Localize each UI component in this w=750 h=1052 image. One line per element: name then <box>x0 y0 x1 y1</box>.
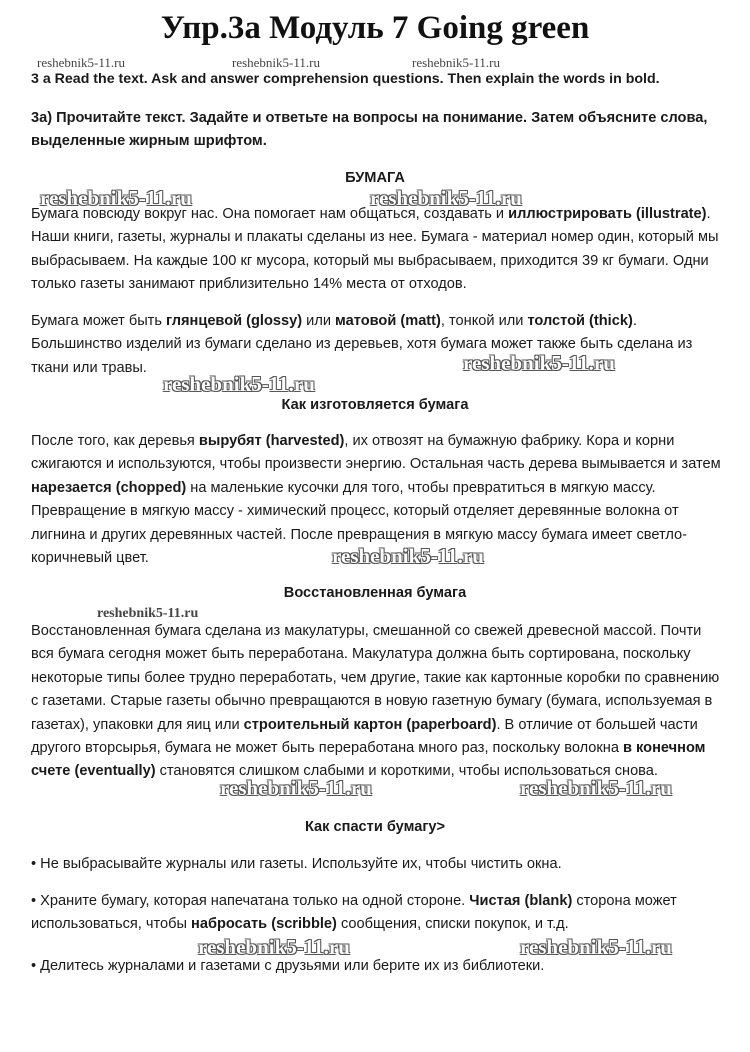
watermark: reshebnik5-11.ru <box>520 776 672 800</box>
paragraph-types: Бумага может быть глянцевой (glossy) или матовой (matt), тонкой или толстой (thick). Большинство изделий из бумаги сделано из деревьев, хотя бумага может также быть сделана из ткани или травы. <box>31 313 693 376</box>
watermark: reshebnik5-11.ru <box>412 55 500 70</box>
page-title: Упр.3a Модуль 7 Going green <box>160 10 590 46</box>
watermark: reshebnik5-11.ru <box>232 55 320 70</box>
list-item: • Храните бумагу, которая напечатана только на одной стороне. Чистая (blank) сторона может использоваться, чтобы набросать (scribble) сообщения, списки покупок, и т.д. <box>31 893 677 933</box>
watermark: reshebnik5-11.ru <box>37 55 125 70</box>
paragraph-process: После того, как деревья вырубят (harvested), их отвозят на бумажную фабрику. Кора и корни сжигаются и используются, чтобы произвести энергию. Остальная часть дерева вымывается и затем нарезается (chopped) на маленькие кусочки для того, чтобы превратиться в мягкую массу. Превращение в мягкую массу - химический процесс, который отделяет деревянные волокна от лигнина и других деревянных частей. После превращения в мягкую массу бумага имеет светло-коричневый цвет. <box>31 433 721 567</box>
heading-paper: БУМАГА <box>345 170 405 186</box>
heading-save-paper: Как спасти бумагу> <box>304 819 446 835</box>
task-english: 3 a Read the text. Ask and answer comprehension questions. Then explain the words in bold. <box>31 71 660 87</box>
task-russian: 3a) Прочитайте текст. Задайте и ответьте на вопросы на понимание. Затем объясните слова, выделенные жирным шрифтом. <box>31 110 708 150</box>
heading-recycled: Восстановленная бумага <box>283 585 467 601</box>
paragraph-recycled: Восстановленная бумага сделана из макулатуры, смешанной со свежей древесной массой. Почти вся бумага сегодня может быть переработана. Макулатура должна быть сортирована, поскольку некоторые типы более трудно переработать, чем другие, такие как картонные коробки по сравнению с газетами. Старые газеты обычно превращаются в новую газетную бумагу (бумага, используемая в газетах), упаковки для яиц или строительный картон (paperboard). В отличие от большей части другого вторсырья, бумага не может быть переработана много раз, поскольку волокна в конечном счете (eventually) становятся слишком слабыми и короткими, чтобы использоваться снова. <box>31 623 720 780</box>
watermark: reshebnik5-11.ru <box>40 186 192 210</box>
watermark: reshebnik5-11.ru <box>370 186 522 210</box>
paragraph-intro: Бумага повсюду вокруг нас. Она помогает нам общаться, создавать и иллюстрировать (illustrate). Наши книги, газеты, журналы и плакаты сделаны из нее. Бумага - материал номер один, который мы выбрасываем. На каждые 100 кг мусора, который мы выбрасываем, приходится 39 кг бумаги. Одни только газеты занимают приблизительно 14% места от отходов. <box>31 206 719 293</box>
watermark: reshebnik5-11.ru <box>163 372 315 396</box>
watermark: reshebnik5-11.ru <box>97 606 199 621</box>
watermark: reshebnik5-11.ru <box>520 935 672 959</box>
list-item: • Не выбрасывайте журналы или газеты. Используйте их, чтобы чистить окна. <box>31 856 562 872</box>
heading-how-made: Как изготовляется бумага <box>281 397 469 413</box>
watermark: reshebnik5-11.ru <box>463 351 615 375</box>
list-item: • Делитесь журналами и газетами с друзьями или берите их из библиотеки. <box>31 958 545 974</box>
watermark: reshebnik5-11.ru <box>198 935 350 959</box>
watermark: reshebnik5-11.ru <box>220 776 372 800</box>
watermark: reshebnik5-11.ru <box>332 544 484 568</box>
